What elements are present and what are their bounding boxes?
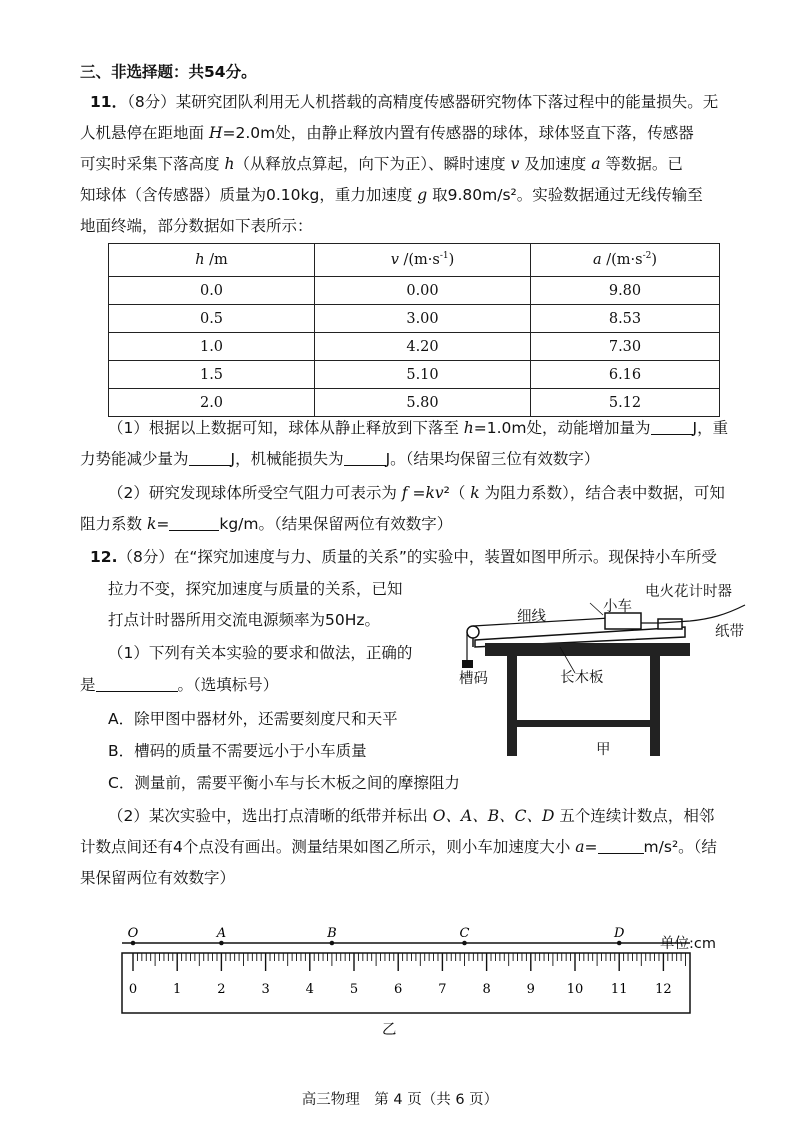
q11-text: 等数据。已: [600, 155, 683, 173]
ruler-tick-label: 5: [349, 982, 359, 997]
q12-points: （8分）: [117, 548, 174, 566]
q11-var-f: f: [401, 484, 408, 502]
table-cell: 1.5: [109, 361, 315, 389]
table-row: [109, 305, 720, 333]
header-symbol: a: [592, 252, 602, 268]
q11-part2-text: （: [449, 484, 471, 502]
q12-part2-text: （2）某次实验中，选出打点清晰的纸带并标出: [108, 807, 433, 825]
tape-point-o: [131, 941, 136, 946]
header-symbol: v: [390, 252, 399, 268]
q11-var-kv: kv: [425, 484, 444, 502]
q12-part2-text: m/s²。（结: [643, 838, 717, 856]
q11-text-1: 某研究团队利用无人机搭载的高精度传感器研究物体下落过程中的能量损失。无: [175, 93, 719, 111]
leader-line: [590, 603, 603, 615]
q11-part1-line1: [108, 416, 728, 438]
table-top: [485, 643, 690, 656]
q11-part1-text: J，机械能损失为: [230, 450, 344, 468]
ruler-tick-label: 10: [566, 982, 584, 997]
figure-jia-caption: 甲: [596, 742, 611, 758]
answer-blank-loss[interactable]: [344, 451, 386, 466]
q11-part1-text: J，重: [692, 419, 729, 437]
ruler-tick-label: 7: [438, 982, 447, 997]
label-string: 细线: [517, 609, 546, 625]
q12-var-a: a: [575, 838, 585, 856]
tape-point-label: O: [127, 926, 139, 941]
q11-text: =2.0m处，由静止释放内置有传感器的球体，球体竖直下落，传感器: [222, 124, 694, 142]
tape-point-label: A: [216, 926, 227, 941]
q11-part1-text: 力势能减少量为: [80, 450, 189, 468]
header-close: ): [651, 252, 658, 268]
q11-line-3: [80, 152, 683, 174]
q11-points: （8分）: [127, 93, 176, 111]
table-leg-right: [650, 656, 660, 756]
table-row: [109, 333, 720, 361]
q12-part2-text: 五个连续计数点，相邻: [554, 807, 715, 825]
table-cell: 3.00: [315, 305, 531, 333]
q11-part2-text: =: [156, 515, 170, 533]
table-cell: 5.10: [315, 361, 531, 389]
header-close: ): [448, 252, 455, 268]
q11-text: 知球体（含传感器）质量为0.10kg，重力加速度: [80, 186, 418, 204]
table-cell: 0.5: [109, 305, 315, 333]
answer-blank-ek[interactable]: [651, 420, 693, 435]
header-symbol: h: [195, 252, 205, 268]
ruler-tick-label: 2: [217, 982, 226, 997]
table-row: [109, 277, 720, 305]
timer-icon: [658, 619, 682, 629]
table-cell: 8.53: [531, 305, 720, 333]
q12-number: 12.: [90, 548, 118, 566]
table-crossbar: [517, 720, 650, 727]
q11-line-2: [80, 121, 694, 143]
q11-text: 及加速度: [519, 155, 592, 173]
ruler-tick-label: 6: [394, 982, 403, 997]
ruler-tick-label: 4: [305, 982, 314, 997]
table-cell: 5.80: [315, 389, 531, 417]
q11-part2-text: （2）研究发现球体所受空气阻力可表示为: [108, 484, 402, 502]
q12-part1-text: 是: [80, 676, 96, 694]
q11-text: 人机悬停在距地面: [80, 124, 209, 142]
ruler-tick-label: 0: [128, 982, 138, 997]
page-footer: 高三物理 第 4 页（共 6 页）: [301, 1092, 499, 1108]
label-weight: 槽码: [459, 671, 488, 687]
table-cell: 0.00: [315, 277, 531, 305]
option-c: C．测量前，需要平衡小车与长木板之间的摩擦阻力: [108, 774, 460, 792]
header-unit: /(m·s: [398, 252, 440, 268]
table-cell: 6.16: [531, 361, 720, 389]
table-row: [109, 361, 720, 389]
label-timer: 电火花计时器: [645, 584, 732, 600]
table-cell: 4.20: [315, 333, 531, 361]
q11-part1-text: （1）根据以上数据可知，球体从静止释放到下落至: [108, 419, 464, 437]
tape-point-b: [330, 941, 335, 946]
q11-var-k: k: [470, 484, 480, 502]
q11-part1-text: =1.0m处，动能增加量为: [473, 419, 651, 437]
table-header-v: [315, 244, 531, 277]
header-unit: /(m·s: [601, 252, 643, 268]
table-header-a: [531, 244, 720, 277]
label-cart: 小车: [603, 599, 632, 615]
q11-number: 11．: [90, 93, 128, 111]
q12-part1-line1: （1）下列有关本实验的要求和做法，正确的: [108, 644, 413, 662]
option-a: A．除甲图中器材外，还需要刻度尺和天平: [108, 710, 398, 728]
ruler-tick-label: 11: [610, 982, 628, 997]
table-row: [109, 389, 720, 417]
q11-line-5: 地面终端，部分数据如下表所示：: [80, 217, 313, 235]
q12-part2-text: =: [584, 838, 598, 856]
ruler-tick-label: 8: [482, 982, 491, 997]
option-b: B．槽码的质量不需要远小于小车质量: [108, 742, 367, 760]
q12-points-labels: O、A、B、C、D: [432, 807, 555, 825]
q12-part2-line2: [80, 835, 717, 857]
q11-text: 可实时采集下落高度: [80, 155, 225, 173]
data-table: [108, 243, 720, 417]
table-header-row: [109, 244, 720, 277]
q11-part2-text: ²: [443, 484, 450, 502]
tape-point-label: C: [459, 926, 470, 941]
q11-part1-text: J。（结果均保留三位有效数字）: [385, 450, 600, 468]
answer-blank-choice[interactable]: [96, 677, 178, 692]
figure-yi-caption: 乙: [382, 1022, 397, 1038]
q12-text-1: 在“探究加速度与力、质量的关系”的实验中，装置如图甲所示。现保持小车所受: [173, 548, 717, 566]
header-unit: /m: [204, 252, 228, 268]
section-title: 三、非选择题：共54分。: [80, 63, 257, 81]
q12-part1-line2: [80, 673, 278, 695]
tape-point-a: [219, 941, 224, 946]
table-cell: 0.0: [109, 277, 315, 305]
q11-part2-line1: [108, 481, 725, 503]
q12-part2-line3: 果保留两位有效数字）: [80, 869, 236, 887]
header-exponent: -2: [642, 251, 652, 261]
q11-line-1: [90, 90, 718, 112]
q11-var-g: g: [417, 186, 428, 204]
q11-var-v: v: [510, 155, 520, 173]
ruler-tick-label: 9: [526, 982, 535, 997]
label-tape: 纸带: [715, 624, 744, 640]
answer-blank-k[interactable]: [169, 516, 219, 531]
q12-part1-text: 。（选填标号）: [177, 676, 279, 694]
q12-line-2: 拉力不变，探究加速度与质量的关系，已知: [108, 580, 403, 598]
q12-part2-text: 计数点间还有4个点没有画出。测量结果如图乙所示，则小车加速度大小: [80, 838, 576, 856]
tape-point-d: [617, 941, 622, 946]
q11-var-k: k: [146, 515, 157, 533]
pulley-icon: [467, 626, 479, 638]
q11-part2-text: kg/m。（结果保留两位有效数字）: [219, 515, 453, 533]
q11-part1-line2: [80, 447, 599, 469]
q11-text: 取9.80m/s²。实验数据通过无线传输至: [427, 186, 703, 204]
q12-line-1: [90, 545, 717, 567]
label-board: 长木板: [560, 670, 604, 686]
tape-point-label: B: [327, 926, 337, 941]
q12-part2-line1: [108, 804, 714, 826]
q11-var-H: H: [208, 124, 223, 142]
answer-blank-ep[interactable]: [189, 451, 231, 466]
table-header-h: [109, 244, 315, 277]
ruler-tick-label: 3: [261, 982, 270, 997]
q12-line-3: 打点计时器所用交流电源频率为50Hz。: [108, 611, 381, 629]
ruler-tick-label: 12: [655, 982, 672, 997]
table-cell: 9.80: [531, 277, 720, 305]
table-cell: 2.0: [109, 389, 315, 417]
header-exponent: -1: [439, 251, 449, 261]
tape-point-label: D: [613, 926, 625, 941]
q11-part2-text: 为阻力系数），结合表中数据，可知: [479, 484, 725, 502]
q11-part2-line2: [80, 512, 452, 534]
figure-yi-ruler: [100, 925, 700, 1020]
table-cell: 7.30: [531, 333, 720, 361]
table-leg-left: [507, 656, 517, 756]
q11-part2-text: =: [407, 484, 426, 502]
ruler-unit: 单位:cm: [660, 936, 716, 952]
table-cell: 1.0: [109, 333, 315, 361]
tape-point-c: [462, 941, 467, 946]
q11-var-h: h: [224, 155, 235, 173]
q11-text: （从释放点算起，向下为正）、瞬时速度: [234, 155, 511, 173]
q11-var-a: a: [591, 155, 601, 173]
ruler-tick-label: 1: [173, 982, 182, 997]
q11-part2-text: 阻力系数: [80, 515, 147, 533]
q11-var-h: h: [463, 419, 474, 437]
ruler-body: [122, 953, 690, 1013]
q11-line-4: [80, 183, 703, 205]
table-cell: 5.12: [531, 389, 720, 417]
answer-blank-acc[interactable]: [598, 839, 644, 854]
